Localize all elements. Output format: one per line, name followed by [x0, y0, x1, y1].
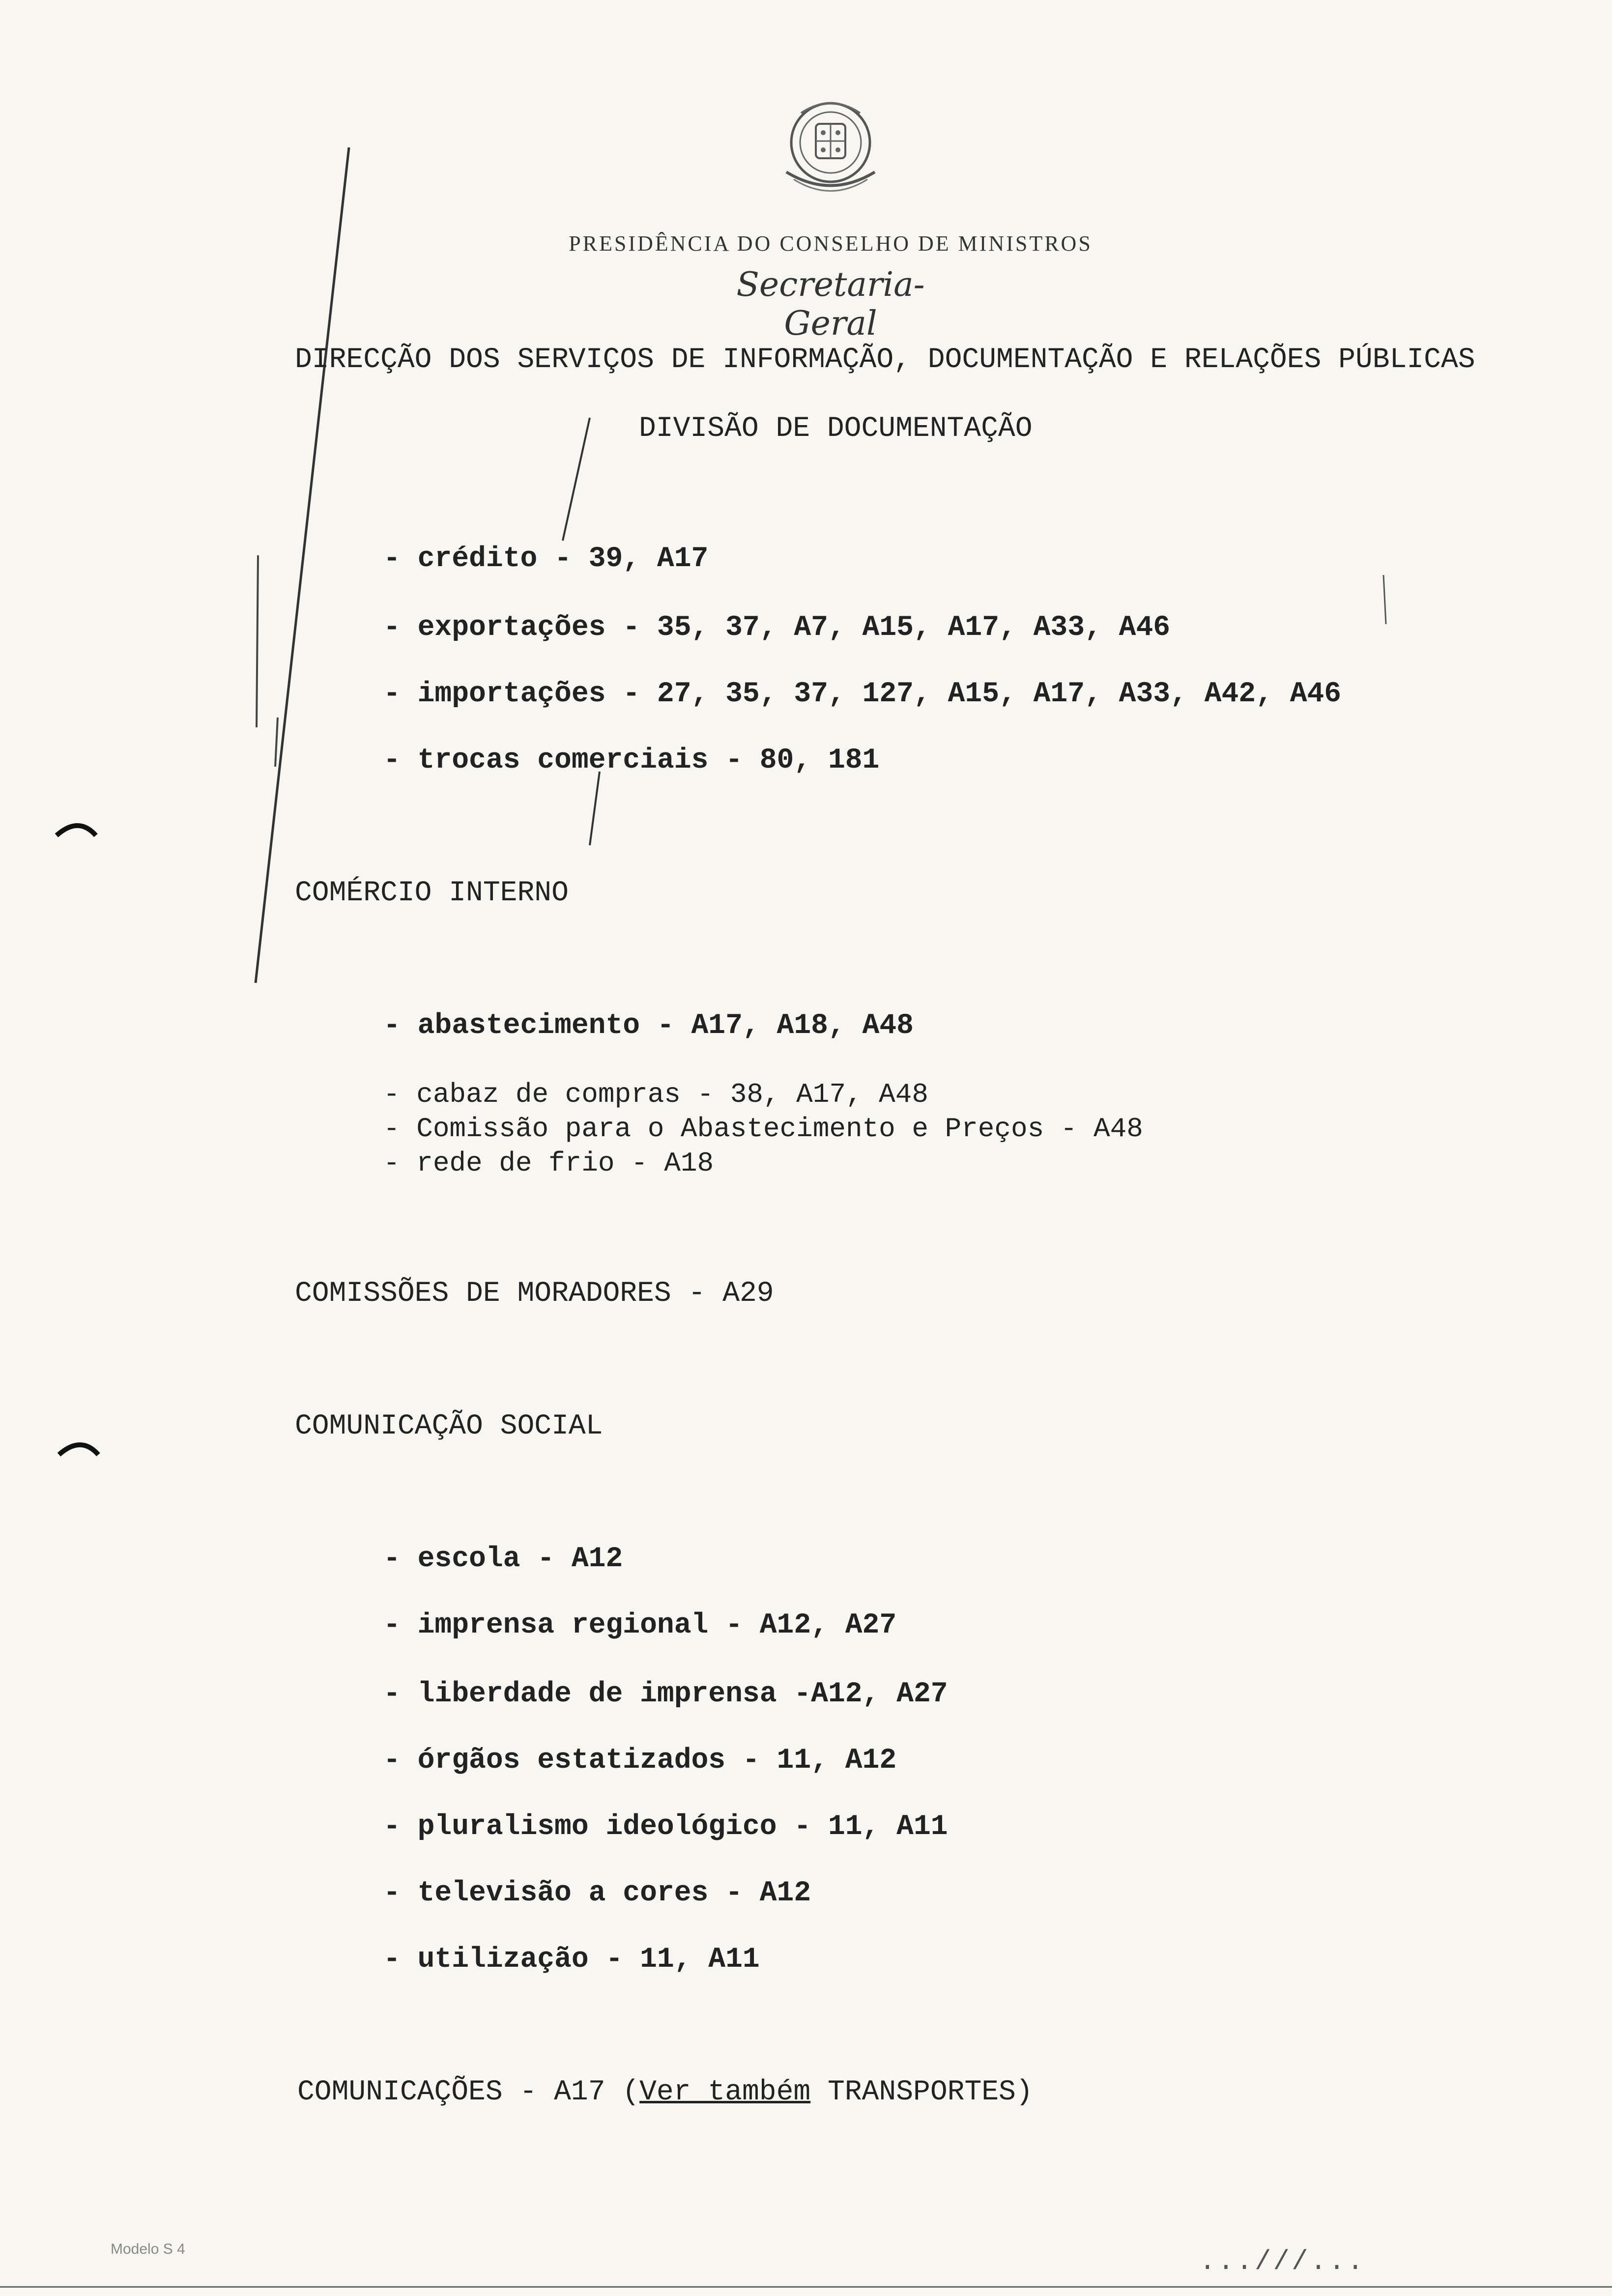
directorate-heading: DIRECÇÃO DOS SERVIÇOS DE INFORMAÇÃO, DOCUMENTAÇÃO E RELAÇÕES PÚBLICAS — [295, 344, 1475, 376]
division-heading: DIVISÃO DE DOCUMENTAÇÃO — [639, 413, 1033, 445]
letterhead-subtitle: Secretaria-Geral — [736, 265, 925, 343]
form-code: Modelo S 4 — [111, 2241, 185, 2257]
index-entry-utilizacao: - utilização - 11, A11 — [383, 1944, 760, 1976]
index-entry-comunicacoes — [297, 2076, 1033, 2108]
index-entry-credito: - crédito - 39, A17 — [383, 543, 709, 575]
index-entry-orgaos-estatizados: - órgãos estatizados - 11, A12 — [383, 1745, 897, 1777]
index-entry-televisao-cores: - televisão a cores - A12 — [383, 1877, 811, 1909]
comunicacoes-prefix: COMUNICAÇÕES - A17 ( — [297, 2076, 640, 2108]
index-entry-comissoes-moradores: COMISSÕES DE MORADORES - A29 — [295, 1278, 774, 1310]
see-also-reference: Ver também — [639, 2076, 811, 2108]
continuation-mark: ...///... — [1199, 2246, 1366, 2277]
index-entry-abastecimento: - abastecimento - A17, A18, A48 — [383, 1010, 914, 1042]
index-entry-cabaz-de-compras: - cabaz de compras - 38, A17, A48 — [383, 1079, 928, 1110]
index-entry-comissao-abastecimento: - Comissão para o Abastecimento e Preços - A48 — [383, 1113, 1143, 1145]
index-entry-pluralismo-ideologico: - pluralismo ideológico - 11, A11 — [383, 1811, 948, 1843]
institution-name: PRESIDÊNCIA DO CONSELHO DE MINISTROS — [569, 231, 1093, 256]
index-entry-trocas-comerciais: - trocas comerciais - 80, 181 — [383, 745, 880, 776]
index-entry-imprensa-regional: - imprensa regional - A12, A27 — [383, 1609, 897, 1641]
index-entry-rede-de-frio: - rede de frio - A18 — [383, 1148, 714, 1179]
section-heading-comunicacao-social: COMUNICAÇÃO SOCIAL — [295, 1410, 603, 1442]
comunicacoes-suffix: TRANSPORTES) — [810, 2076, 1033, 2108]
page-bottom-rule — [0, 2286, 1612, 2288]
index-entry-exportacoes: - exportações - 35, 37, A7, A15, A17, A33, A46 — [383, 612, 1171, 644]
index-entry-escola: - escola - A12 — [383, 1543, 623, 1575]
section-heading-comercio-interno: COMÉRCIO INTERNO — [295, 877, 569, 909]
index-entry-liberdade-imprensa: - liberdade de imprensa -A12, A27 — [383, 1678, 948, 1710]
index-entry-importacoes: - importações - 27, 35, 37, 127, A15, A17, A33, A42, A46 — [383, 678, 1342, 710]
